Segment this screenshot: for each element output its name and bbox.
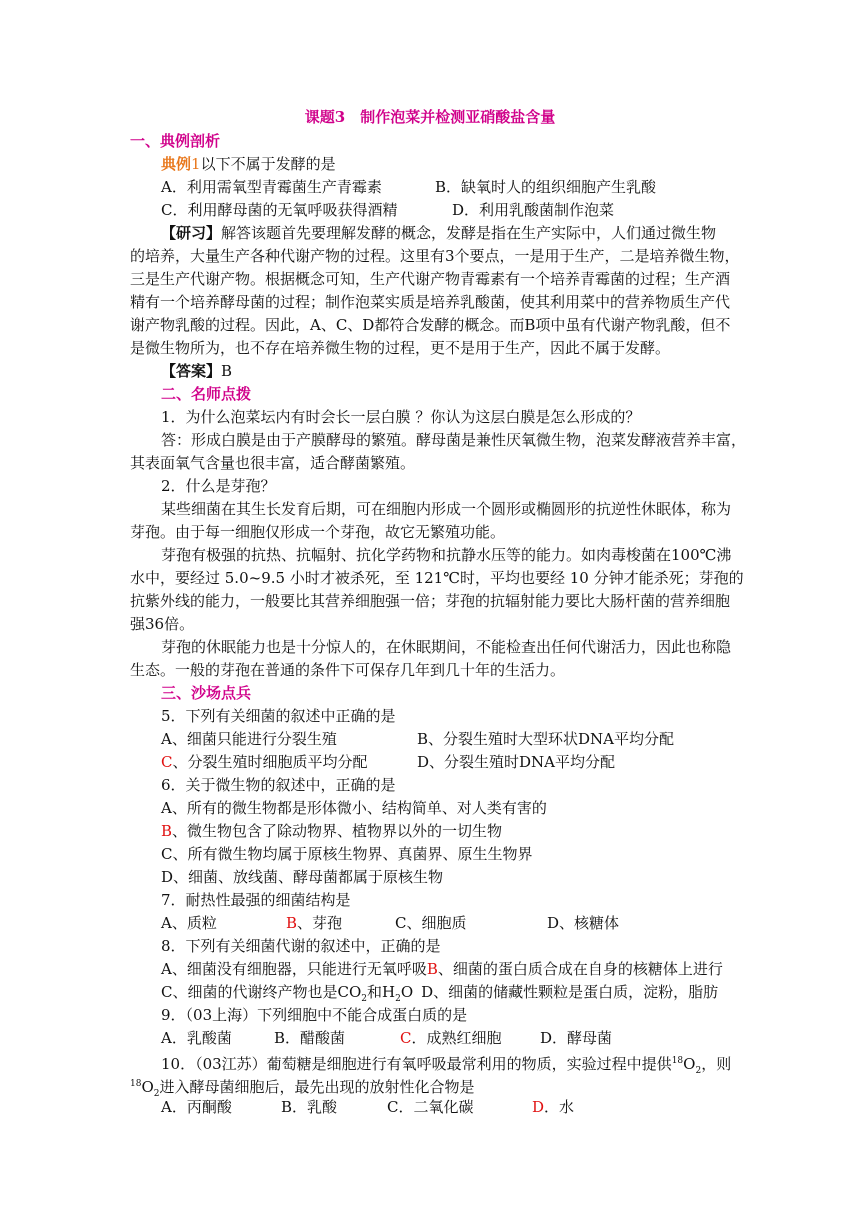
q9-option-c-letter: C xyxy=(400,1029,412,1047)
example-number: 1 xyxy=(191,155,201,173)
page-title: 课题3 制作泡菜并检测亚硝酸盐含量 xyxy=(304,108,556,126)
analysis-label: 【研习】 xyxy=(161,224,222,242)
analysis-line-2: 的培养，大量生产各种代谢产物的过程。这里有3个要点，一是用于生产，二是培养微生物， xyxy=(130,247,740,265)
q10-option-d-letter: D xyxy=(532,1098,545,1116)
analysis-line-4: 精有一个培养酵母菌的过程；制作泡菜实质是培养乳酸菌，使其利用菜中的营养物质生产代 xyxy=(130,293,731,311)
example-option-a: A．利用需氧型青霉菌生产青霉素 xyxy=(161,178,382,196)
q6-stem: 6．关于微生物的叙述中，正确的是 xyxy=(161,776,396,794)
q10-option-c: C．二氧化碳 xyxy=(387,1098,474,1116)
analysis-line-5: 谢产物乳酸的过程。因此，A、C、D都符合发酵的概念。而B项中虽有代谢产物乳酸，但不 xyxy=(130,316,731,334)
q9-option-a: A．乳酸菌 xyxy=(161,1029,232,1047)
spore-para-2-line-3: 抗紫外线的能力，一般要比其营养细胞强一倍；芽孢的抗辐射能力要比大肠杆菌的营养细胞 xyxy=(130,592,731,610)
analysis-line-3: 三是生产代谢产物。根据概念可知，生产代谢产物青霉素有一个培养青霉菌的过程；生产酒 xyxy=(130,270,731,288)
q10-oxygen-1: O xyxy=(683,1055,696,1073)
spore-para-1-line-2: 芽孢。由于每一细胞仅形成一个芽孢，故它无繁殖功能。 xyxy=(130,523,506,541)
tip-answer-1-line-2: 其表面氧气含量也很丰富，适合酵菌繁殖。 xyxy=(130,454,416,472)
q7-option-b xyxy=(286,912,342,934)
analysis-text: 解答该题首先要理解发酵的概念，发酵是指在生产实际中，人们通过微生物 xyxy=(221,224,717,242)
spore-para-2-line-4: 强36倍。 xyxy=(130,615,195,633)
spore-para-3-line-2: 生态。一般的芽孢在普通的条件下可保存几年到几十年的生活力。 xyxy=(130,661,566,679)
q10-oxygen-2: O xyxy=(141,1078,154,1096)
answer-value: B xyxy=(221,362,233,380)
q7-option-a: A、质粒 xyxy=(161,914,217,932)
q6-option-b-text: 、微生物包含了除动物界、植物界以外的一切生物 xyxy=(172,822,503,840)
q9-stem: 9．（03上海）下列细胞中不能合成蛋白质的是 xyxy=(161,1006,468,1024)
section-heading-examples: 一、典例剖析 xyxy=(130,132,221,150)
q7-option-b-text: 、芽孢 xyxy=(297,914,343,932)
q10-oxygen-sub-2: 2 xyxy=(153,1089,160,1099)
q8-option-a: A、细菌没有细胞器，只能进行无氧呼吸 xyxy=(161,960,427,978)
answer-line xyxy=(161,360,767,382)
q8-stem: 8．下列有关细菌代谢的叙述中，正确的是 xyxy=(161,937,441,955)
q6-option-d: D、细菌、放线菌、酵母菌都属于原核生物 xyxy=(161,868,444,886)
example-label: 典例 xyxy=(161,155,192,173)
example-option-d: D．利用乳酸菌制作泡菜 xyxy=(452,201,615,219)
spore-para-2-line-2: 水中，要经过 5.0~9.5 小时才被杀死，至 121℃时，平均也要经 10 分钟才能杀死；芽孢的 xyxy=(130,569,744,587)
q8-option-d: D、细菌的储藏性颗粒是蛋白质，淀粉，脂肪 xyxy=(421,983,719,1001)
q8-option-c xyxy=(161,983,414,1004)
q7-option-d: D、核糖体 xyxy=(547,914,620,932)
section-heading-tips: 二、名师点拨 xyxy=(161,385,252,403)
q8-option-c-pre: C、细菌的代谢终产物也是CO xyxy=(161,983,362,1001)
example-option-c: C．利用酵母菌的无氧呼吸获得酒精 xyxy=(161,201,398,219)
q10-text-3: 进入酵母菌细胞后，最先出现的放射性化合物是 xyxy=(159,1078,475,1096)
q6-option-b xyxy=(161,820,767,842)
q5-option-d: D、分裂生殖时DNA平均分配 xyxy=(417,753,616,771)
q6-option-a: A、所有的微生物都是形体微小、结构简单、对人类有害的 xyxy=(161,799,547,817)
q10-option-b: B．乳酸 xyxy=(281,1098,338,1116)
q10-option-d xyxy=(532,1096,574,1118)
q10-isotope-sup-2: 18 xyxy=(130,1079,142,1089)
spore-para-2-line-1: 芽孢有极强的抗热、抗幅射、抗化学药物和抗静水压等的能力。如肉毒梭菌在100℃沸 xyxy=(161,546,732,564)
q8-option-b-text: 、细菌的蛋白质合成在自身的核糖体上进行 xyxy=(437,960,723,978)
q10-text-1: 10．（03江苏）葡萄糖是细胞进行有氧呼吸最常利用的物质，实验过程中提供 xyxy=(161,1055,672,1073)
q5-option-c-letter: C xyxy=(161,753,173,771)
section-heading-practice: 三、沙场点兵 xyxy=(161,684,252,702)
q9-option-c xyxy=(400,1027,502,1049)
q9-option-d: D．酵母菌 xyxy=(540,1029,613,1047)
q5-option-b: B、分裂生殖时大型环状DNA平均分配 xyxy=(417,730,675,748)
tip-question-2: 2．什么是芽孢？ xyxy=(161,477,276,495)
q9-option-b: B．醋酸菌 xyxy=(274,1029,346,1047)
q5-stem: 5．下列有关细菌的叙述中正确的是 xyxy=(161,707,396,725)
q8-option-b-letter: B xyxy=(426,960,438,978)
q5-option-c-text: 、分裂生殖时细胞质平均分配 xyxy=(172,753,368,771)
q7-stem: 7．耐热性最强的细菌结构是 xyxy=(161,891,351,909)
q8-option-c-mid: 和H xyxy=(367,983,396,1001)
q10-isotope-sup-1: 18 xyxy=(671,1056,684,1066)
q5-option-c xyxy=(161,751,368,773)
q8-option-c-sub2: 2 xyxy=(395,994,401,1004)
q10-oxygen-sub-1: 2 xyxy=(695,1066,702,1076)
example-question-text: 以下不属于发酵的是 xyxy=(200,155,336,173)
q6-option-c: C、所有微生物均属于原核生物界、真菌界、原生生物界 xyxy=(161,845,533,863)
q10-text-2: ，则 xyxy=(701,1055,732,1073)
answer-label: 【答案】 xyxy=(161,362,222,380)
q10-option-d-text: ．水 xyxy=(544,1098,575,1116)
q8-options-row-1 xyxy=(161,958,767,980)
example-option-b: B．缺氧时人的组织细胞产生乳酸 xyxy=(435,178,657,196)
q9-option-c-text: ．成熟红细胞 xyxy=(411,1029,502,1047)
tip-answer-1-line-1: 答：形成白膜是由于产膜酵母的繁殖。酵母菌是兼性厌氧微生物，泡菜发酵液营养丰富， xyxy=(161,431,747,449)
q8-option-c-sub1: 2 xyxy=(361,994,367,1004)
q7-option-b-letter: B xyxy=(286,914,298,932)
spore-para-3-line-1: 芽孢的休眠能力也是十分惊人的，在休眠期间，不能检查出任何代谢活力，因此也称隐 xyxy=(161,638,732,656)
q6-option-b-letter: B xyxy=(161,822,173,840)
q7-option-c: C、细胞质 xyxy=(395,914,467,932)
analysis-line-6: 是微生物所为，也不存在培养微生物的过程，更不是用于生产，因此不属于发酵。 xyxy=(130,339,671,357)
q10-option-a: A．丙酮酸 xyxy=(161,1098,232,1116)
tip-question-1: 1．为什么泡菜坛内有时会长一层白膜 ？你认为这层白膜是怎么形成的？ xyxy=(161,408,641,426)
q5-option-a: A、细菌只能进行分裂生殖 xyxy=(161,730,337,748)
spore-para-1-line-1: 某些细菌在其生长发育后期，可在细胞内形成一个圆形或椭圆形的抗逆性休眠体，称为 xyxy=(161,500,732,518)
analysis-line-1 xyxy=(161,222,767,244)
example-question xyxy=(161,153,767,175)
q8-option-c-post: O xyxy=(400,983,414,1001)
